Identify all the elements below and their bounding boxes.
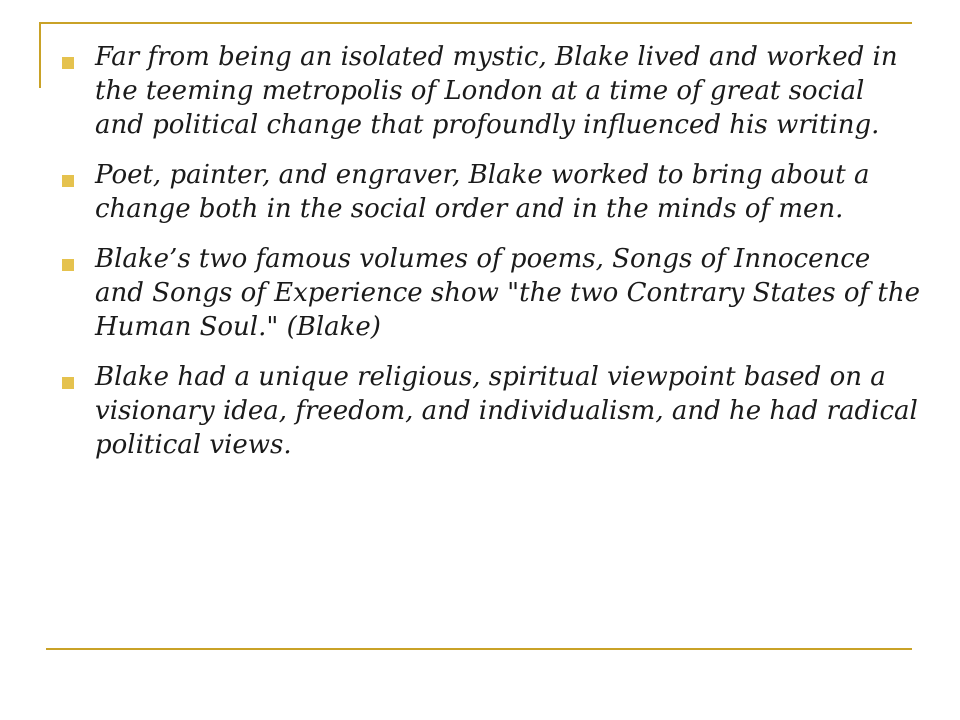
bullet-text: Blake had a unique religious, spiritual viewpoint based on a visionary idea, freedom, and individualism, and he had radical political views.	[95, 362, 918, 460]
bullet-text: Poet, painter, and engraver, Blake worked to bring about a change both in the social order and in the minds of men.	[95, 160, 870, 224]
bullet-list	[60, 40, 920, 478]
bullet-item	[60, 242, 920, 344]
bullet-text: Blake’s two famous volumes of poems, Songs of Innocence and Songs of Experience show "the two Contrary States of the Human Soul." (Blake)	[95, 244, 920, 342]
top-divider	[40, 22, 912, 24]
bullet-item	[60, 40, 920, 142]
bottom-divider	[46, 648, 912, 650]
square-bullet-icon	[62, 57, 74, 69]
square-bullet-icon	[62, 259, 74, 271]
square-bullet-icon	[62, 175, 74, 187]
left-divider	[39, 22, 41, 88]
bullet-item	[60, 158, 920, 226]
bullet-text: Far from being an isolated mystic, Blake lived and worked in the teeming metropolis of London at a time of great social and political change that profoundly influenced his writing.	[95, 42, 898, 140]
square-bullet-icon	[62, 377, 74, 389]
bullet-item	[60, 360, 920, 462]
